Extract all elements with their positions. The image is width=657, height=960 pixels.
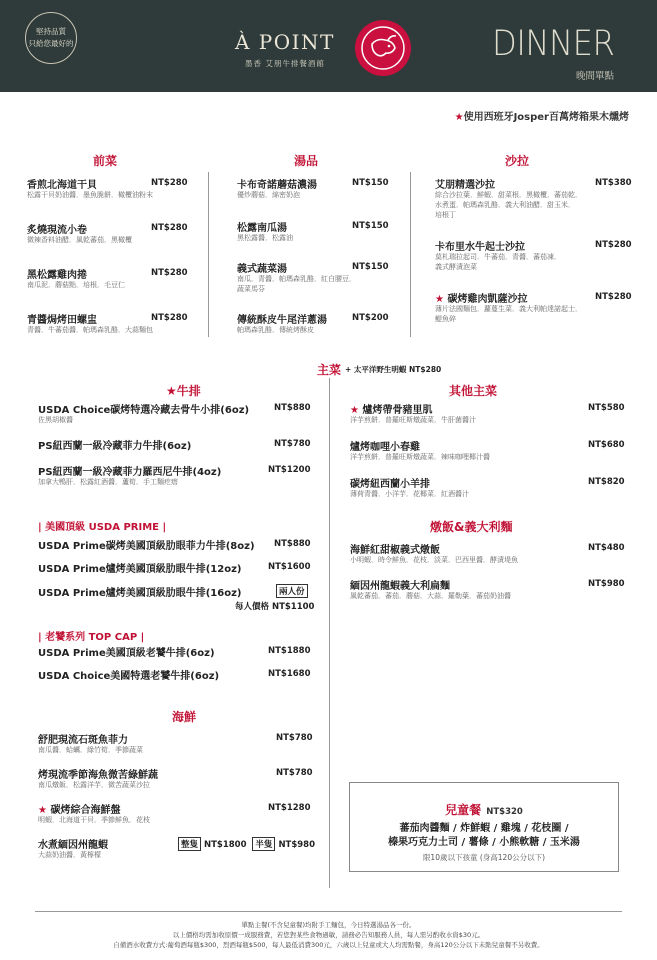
kids-title: 兒童餐 <box>445 803 482 817</box>
other-main-desc: 洋芋煎餅．普羅旺斯燉蔬菜．牛肝菌醬汁 <box>350 416 476 424</box>
captop-price: NT$1680 <box>268 669 311 679</box>
prime-heading: | 美國頂級 USDA PRIME | <box>38 522 167 533</box>
prime-price: NT$1600 <box>268 562 311 572</box>
menu-subtitle: 晚間單點 <box>576 71 615 82</box>
steak-desc: 加拿大鴨肝．松露紅酒醬．蘆筍．手工麵疙瘩 <box>38 478 178 486</box>
other-main-name: 碳烤紐西蘭小羊排 <box>350 479 430 490</box>
footer-divider <box>35 911 622 912</box>
menu-title: DINNER <box>492 24 615 64</box>
prime-name: USDA Prime爐烤美國頂級肋眼牛排(16oz) <box>38 588 242 599</box>
steak-price: NT$1200 <box>268 465 311 475</box>
captop-heading: | 老饕系列 TOP CAP | <box>38 632 145 643</box>
divider <box>410 172 411 337</box>
appetizer-desc: 微辣香料油醋．風乾蕃茄．黑橄欖 <box>27 236 132 244</box>
prime-name: USDA Prime碳烤美國頂級肋眼菲力牛排(8oz) <box>38 541 255 552</box>
section-salad: 沙拉 <box>505 154 530 168</box>
soup-name: 卡布奇諾蘑菇濃湯 <box>237 180 317 191</box>
appetizer-price: NT$280 <box>151 313 188 323</box>
lobster-prices: 整隻 NT$1800 半隻 NT$980 <box>178 837 315 851</box>
soup-name: 傳統酥皮牛尾洋蔥湯 <box>237 315 327 326</box>
badge-line-2: 只給您最好的 <box>28 39 74 48</box>
seafood-price: NT$780 <box>276 733 313 743</box>
risotto-name: 海鮮紅甜椒義式燉飯 <box>350 545 440 556</box>
salad-desc: 莫札瑞拉起司．牛蕃茄．青醬．蕃茄凍． <box>435 253 561 261</box>
main-addon: + 太平洋野生明蝦 NT$280 <box>345 365 442 374</box>
quality-badge <box>25 12 77 64</box>
appetizer-name: 香煎北海道干貝 <box>27 180 97 191</box>
salad-desc-2: 鯷魚碎 <box>435 315 456 323</box>
kids-items-1: 蕃茄肉醬麵 / 炸鮮蝦 / 雞塊 / 花枝圈 / <box>399 823 569 834</box>
star-icon: ★ <box>166 384 177 398</box>
brand-subtitle: 墨香 艾朋牛排餐酒館 <box>245 59 325 68</box>
soup-desc-2: 蔬菜馬芬 <box>237 285 265 293</box>
seafood-price: NT$1280 <box>268 803 311 813</box>
salad-price: NT$380 <box>595 178 632 188</box>
soup-desc: 帕瑪森乳酪．傳統烤酥皮 <box>237 326 314 334</box>
appetizer-desc: 青醬．牛蕃茄醬．帕瑪森乳酪．大蒜麵包 <box>27 326 153 334</box>
appetizer-price: NT$280 <box>151 223 188 233</box>
per-person-price: 每人價格 NT$1100 <box>235 602 315 612</box>
soup-price: NT$200 <box>352 313 389 323</box>
kids-title-row <box>350 799 618 818</box>
salad-name: ★ 碳烤雞肉凱薩沙拉 <box>435 294 528 305</box>
soup-desc: 南瓜．青醬．帕瑪森乳酪．紅白腰豆． <box>237 275 356 283</box>
section-risotto: 燉飯&義大利麵 <box>430 520 513 534</box>
soup-desc: 黑松露醬．松露油 <box>237 234 293 242</box>
seafood-desc: 南瓜燉飯．松露洋芋．微苦蔬菜沙拉 <box>38 781 150 789</box>
steak-name: PS紐西蘭一級冷藏菲力牛排(6oz) <box>38 441 192 452</box>
footer-line-1: 單點主餐(不含兒童餐)均附手工麵包，今日特選湯品各一份。 <box>241 921 416 929</box>
seafood-name: 烤現流季節海魚微苦綠鮮蔬 <box>38 770 158 781</box>
header-banner <box>0 0 657 92</box>
bull-logo-icon <box>355 20 411 76</box>
steak-price: NT$880 <box>274 403 311 413</box>
seafood-name: 舒肥現流石斑魚菲力 <box>38 735 128 746</box>
risotto-name: 緬因州龍蝦義大利扁麵 <box>350 581 450 592</box>
section-seafood: 海鮮 <box>172 710 197 724</box>
risotto-desc: 小明蝦．時令鮮魚．花枝．淡菜．巴西里醬．酵漬堤魚 <box>350 556 518 564</box>
other-main-desc: 洋芋煎餅．普羅旺斯燉蔬菜．辣味咖哩椰汁醬 <box>350 453 490 461</box>
captop-name: USDA Choice美國特選老饕牛排(6oz) <box>38 671 220 682</box>
appetizer-desc: 松露干貝奶油醬．墨魚脆餅．橄欖油粉末 <box>27 191 153 199</box>
star-icon: ★ <box>350 405 363 416</box>
other-main-price: NT$680 <box>588 440 625 450</box>
kids-note: 限10歲以下孩童 (身高120公分以下) <box>422 853 546 862</box>
josper-tagline <box>455 108 629 123</box>
seafood-price: NT$780 <box>276 768 313 778</box>
appetizer-price: NT$280 <box>151 268 188 278</box>
section-main: 主菜 <box>317 363 342 377</box>
appetizer-name: 黑松露雞肉捲 <box>27 270 87 281</box>
appetizer-price: NT$280 <box>151 178 188 188</box>
risotto-price: NT$480 <box>588 543 625 553</box>
other-main-desc: 薄荷青醬．小洋芋．花椰菜．紅酒醬汁 <box>350 490 469 498</box>
appetizer-name: 炙燒現流小卷 <box>27 225 87 236</box>
star-icon: ★ <box>38 805 51 816</box>
salad-price: NT$280 <box>595 240 632 250</box>
seafood-name: ★ 碳烤綜合海鮮盤 <box>38 805 121 816</box>
salad-price: NT$280 <box>595 292 632 302</box>
seafood-desc: 南瓜醬．蛤蠣．綠竹筍．季節蔬菜 <box>38 746 143 754</box>
soup-desc: 優炒蘑菇．綿密奶泡 <box>237 191 300 199</box>
appetizer-desc: 南瓜泥．蘑菇點．培根．毛豆仁 <box>27 281 125 289</box>
badge-line-1: 堅持品質 <box>36 27 66 36</box>
prime-name: USDA Prime爐烤美國頂級肋眼牛排(12oz) <box>38 564 242 575</box>
soup-price: NT$150 <box>352 221 389 231</box>
soup-price: NT$150 <box>352 262 389 272</box>
brand-name: À POINT <box>235 30 335 54</box>
risotto-desc: 風乾蕃茄．蕃茄．蘑菇．大蒜．羅勒葉．蕃茄奶油醬 <box>350 592 511 600</box>
footer-line-3: 自備酒水收費方式:葡萄酒每瓶$300，烈酒每瓶$500，每人最低消費300元，六歲以上兒童或大人均需點餐，身高120公分以下未點兒童餐不另收費。 <box>113 941 544 949</box>
tagline-text: 使用西班牙Josper百萬烤箱果木燻烤 <box>463 112 629 123</box>
soup-price: NT$150 <box>352 178 389 188</box>
divider <box>208 172 209 337</box>
section-other-main: 其他主菜 <box>449 384 498 398</box>
risotto-price: NT$980 <box>588 579 625 589</box>
steak-price: NT$780 <box>274 439 311 449</box>
steak-desc: 佐黑胡椒醬 <box>38 416 73 424</box>
soup-name: 松露南瓜湯 <box>237 223 287 234</box>
other-main-price: NT$580 <box>588 403 625 413</box>
kids-items-2: 榛果巧克力土司 / 薯條 / 小熊軟糖 / 玉米湯 <box>388 837 580 848</box>
salad-desc: 綜合沙拉葉．鮮蝦．甜菜根．黑橄欖．蕃茄乾． <box>435 191 582 199</box>
other-main-price: NT$820 <box>588 477 625 487</box>
section-appetizer: 前菜 <box>93 154 118 168</box>
salad-desc-2: 水煮蛋．帕瑪森乳酪．義大利油醋．甜玉米． <box>435 201 575 209</box>
footer-line-2: 以上價格均需加收原價一成服務費，若您對某些食物過敏，請務必告知服務人員，每人需另酌收水資$30元。 <box>172 931 485 939</box>
salad-name: 卡布里水牛起士沙拉 <box>435 242 525 253</box>
seafood-desc: 明蝦．北海道干貝．季節鮮魚．花枝 <box>38 816 150 824</box>
salad-name: 艾朋精選沙拉 <box>435 180 495 191</box>
salad-desc-3: 培根丁 <box>435 211 456 219</box>
captop-price: NT$1880 <box>268 646 311 656</box>
star-icon: ★ <box>435 294 448 305</box>
seafood-name: 水煮緬因州龍蝦 <box>38 840 108 851</box>
kids-price: NT$320 <box>486 807 523 817</box>
section-steak: ★牛排 <box>166 384 201 398</box>
prime-price: NT$880 <box>274 539 311 549</box>
appetizer-name: 青醬焗烤田螺盅 <box>27 315 97 326</box>
captop-name: USDA Prime美國頂級老饕牛排(6oz) <box>38 648 215 659</box>
steak-name: USDA Choice碳烤特選冷藏去骨牛小排(6oz) <box>38 405 250 416</box>
kids-meal-box <box>349 782 619 872</box>
salad-desc: 薄片法國麵包．蘿蔓生菜．義大利帕達諾起士． <box>435 305 582 313</box>
divider <box>329 378 330 888</box>
prime-badge: 兩人份 <box>276 584 311 598</box>
salad-desc-2: 義式酵漬泡菜 <box>435 263 477 271</box>
steak-name: PS紐西蘭一級冷藏菲力羅西尼牛排(4oz) <box>38 467 222 478</box>
star-icon: ★ <box>454 112 464 123</box>
seafood-desc: 大蒜奶油醬．黃檸檬 <box>38 851 101 859</box>
other-main-name: ★ 爐烤帶骨豬里肌 <box>350 405 433 416</box>
soup-name: 義式蔬菜湯 <box>237 264 287 275</box>
other-main-name: 爐烤咖哩小春雞 <box>350 442 420 453</box>
section-soup: 湯品 <box>294 154 319 168</box>
